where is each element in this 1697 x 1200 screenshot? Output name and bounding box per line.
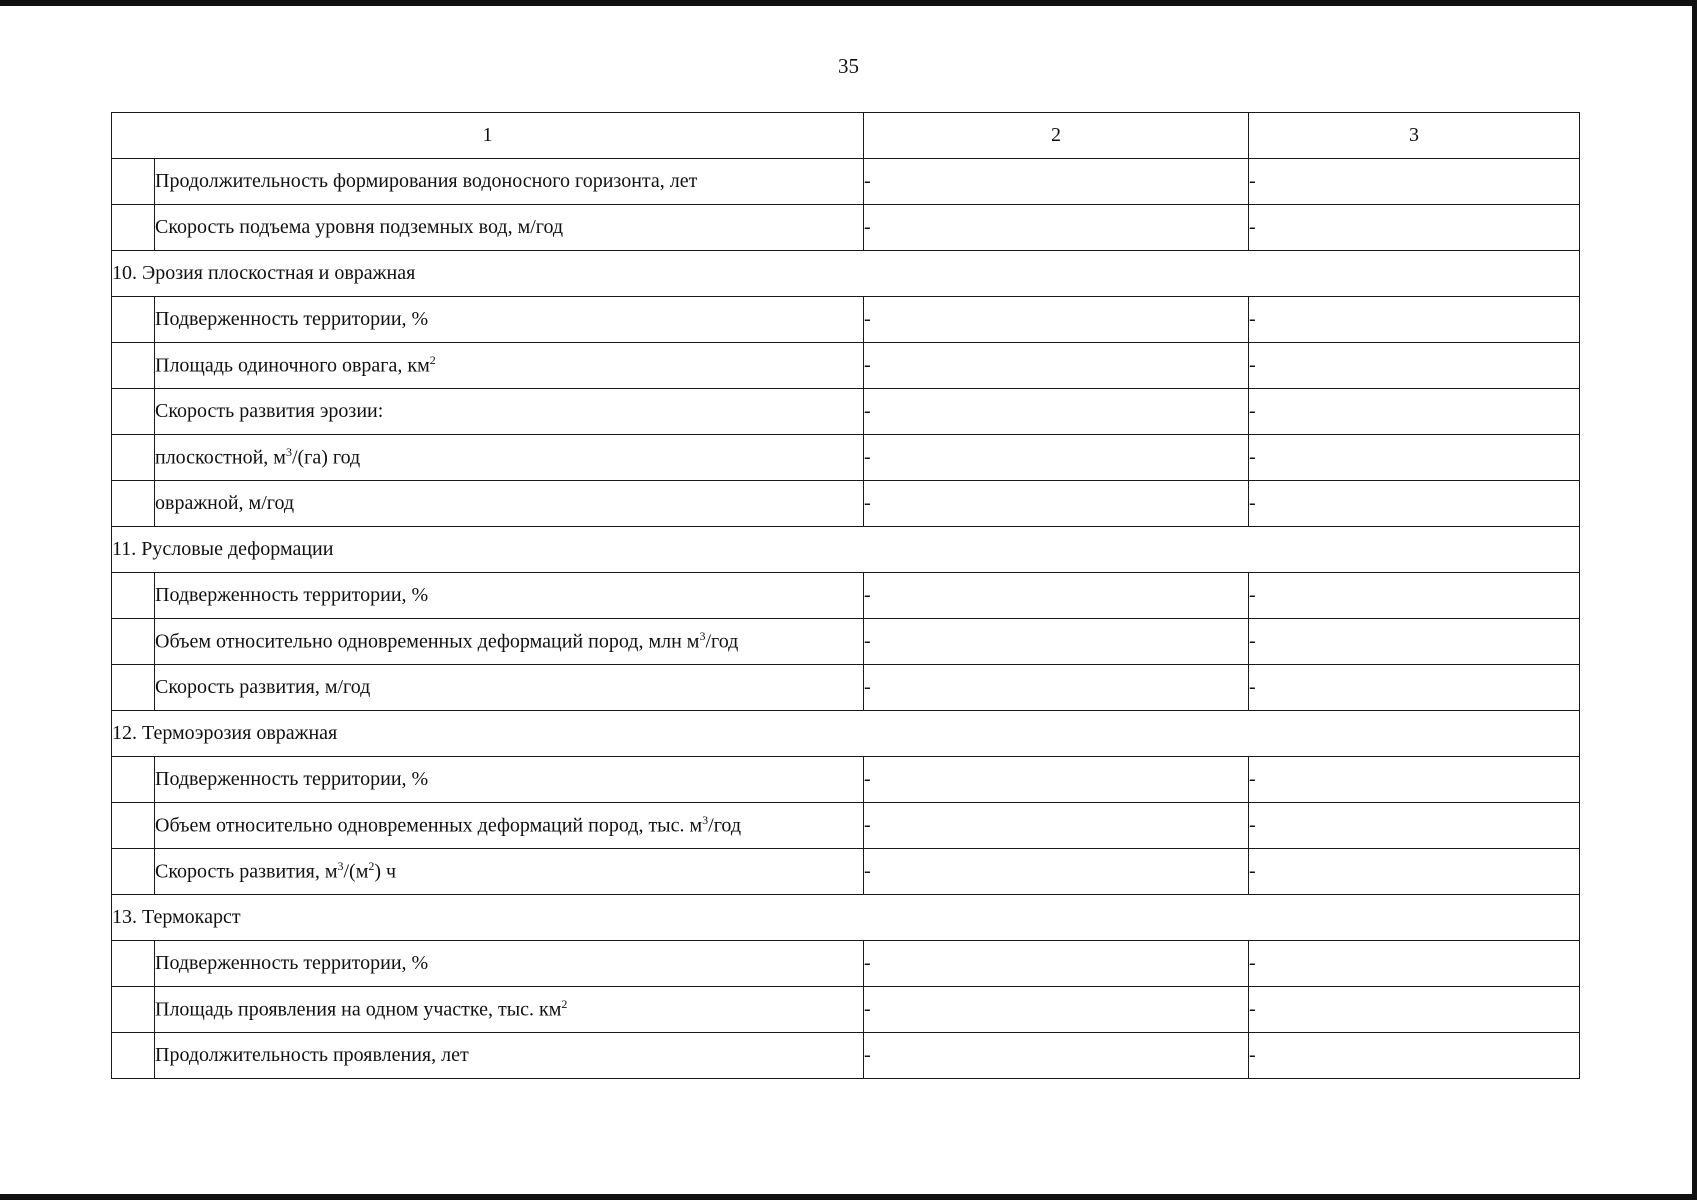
- indent-cell: [112, 481, 155, 527]
- parameter-label: плоскостной, м: [155, 446, 286, 469]
- parameter-superscript: 3: [699, 629, 706, 644]
- indent-cell: [112, 435, 155, 481]
- parameter-label: Скорость развития, м/год: [155, 676, 371, 698]
- parameter-cell: [155, 757, 864, 803]
- value-cell-col3: -: [1249, 849, 1580, 895]
- table-row: [112, 297, 1580, 343]
- parameter-label: Скорость подъема уровня подземных вод, м/год: [155, 216, 564, 238]
- value-cell-col3: -: [1249, 297, 1580, 343]
- table-row: [112, 481, 1580, 527]
- value-cell-col2: -: [864, 987, 1249, 1033]
- parameter-cell: [155, 1033, 864, 1079]
- indent-cell: [112, 619, 155, 665]
- indent-cell: [112, 849, 155, 895]
- value-cell-col3: -: [1249, 205, 1580, 251]
- value-cell-col2: -: [864, 389, 1249, 435]
- parameter-cell: [155, 849, 864, 895]
- value-cell-col3: -: [1249, 757, 1580, 803]
- parameter-superscript: 3: [285, 445, 292, 460]
- indent-cell: [112, 205, 155, 251]
- parameter-cell: [155, 343, 864, 389]
- parameter-label: Площадь одиночного оврага, км: [155, 354, 430, 377]
- indent-cell: [112, 1033, 155, 1079]
- table-row: [112, 343, 1580, 389]
- section-title: 13. Термокарст: [112, 895, 1580, 941]
- parameter-cell: [155, 987, 864, 1033]
- parameter-superscript: 3: [337, 859, 344, 874]
- parameter-label: Объем относительно одновременных деформаций пород, тыс. м: [155, 814, 703, 837]
- column-header-1: 1: [112, 113, 864, 159]
- value-cell-col2: -: [864, 159, 1249, 205]
- parameter-label: Скорость развития, м: [155, 860, 338, 883]
- parameter-label: Продолжительность формирования водоносного горизонта, лет: [155, 170, 698, 192]
- scan-border-right: [1692, 0, 1697, 1200]
- indent-cell: [112, 665, 155, 711]
- parameter-cell: [155, 481, 864, 527]
- table-row: [112, 1033, 1580, 1079]
- parameter-label: /(м: [343, 860, 369, 883]
- page-number: 35: [838, 54, 859, 78]
- value-cell-col2: -: [864, 665, 1249, 711]
- table-row: [112, 573, 1580, 619]
- value-cell-col3: -: [1249, 803, 1580, 849]
- table-row: [112, 665, 1580, 711]
- value-cell-col2: -: [864, 481, 1249, 527]
- value-cell-col3: -: [1249, 481, 1580, 527]
- table-row: [112, 159, 1580, 205]
- parameter-label: /год: [705, 630, 739, 653]
- parameter-cell: [155, 205, 864, 251]
- parameter-cell: [155, 297, 864, 343]
- table-row: [112, 205, 1580, 251]
- value-cell-col3: -: [1249, 435, 1580, 481]
- indent-cell: [112, 573, 155, 619]
- section-title: 11. Русловые деформации: [112, 527, 1580, 573]
- parameter-label: Продолжительность проявления, лет: [155, 1044, 469, 1066]
- column-header-2: 2: [864, 113, 1249, 159]
- parameter-label: Подверженность территории, %: [155, 768, 429, 790]
- value-cell-col3: -: [1249, 941, 1580, 987]
- indent-cell: [112, 803, 155, 849]
- indent-cell: [112, 941, 155, 987]
- parameter-label: Площадь проявления на одном участке, тыс. км: [155, 998, 562, 1021]
- indent-cell: [112, 757, 155, 803]
- parameter-label: ) ч: [374, 860, 397, 883]
- section-title: 12. Термоэрозия овражная: [112, 711, 1580, 757]
- parameter-label: /год: [708, 814, 742, 837]
- table-header-row: [112, 113, 1580, 159]
- table-body: [112, 113, 1580, 1079]
- parameter-label: Скорость развития эрозии:: [155, 400, 384, 422]
- parameter-superscript: 2: [368, 859, 375, 874]
- value-cell-col3: -: [1249, 573, 1580, 619]
- parameter-label: Подверженность территории, %: [155, 308, 429, 330]
- parameter-cell: [155, 435, 864, 481]
- column-header-3: 3: [1249, 113, 1580, 159]
- value-cell-col3: -: [1249, 619, 1580, 665]
- indent-cell: [112, 389, 155, 435]
- parameter-cell: [155, 665, 864, 711]
- table-row: [112, 987, 1580, 1033]
- value-cell-col3: -: [1249, 389, 1580, 435]
- indent-cell: [112, 159, 155, 205]
- indent-cell: [112, 297, 155, 343]
- value-cell-col2: -: [864, 619, 1249, 665]
- section-row: [112, 251, 1580, 297]
- value-cell-col2: -: [864, 205, 1249, 251]
- indent-cell: [112, 343, 155, 389]
- value-cell-col2: -: [864, 343, 1249, 389]
- parameter-superscript: 2: [429, 353, 436, 368]
- parameter-cell: [155, 389, 864, 435]
- table-row: [112, 757, 1580, 803]
- parameter-superscript: 2: [561, 997, 568, 1012]
- section-row: [112, 711, 1580, 757]
- value-cell-col3: -: [1249, 159, 1580, 205]
- value-cell-col3: -: [1249, 987, 1580, 1033]
- parameter-label: овражной, м/год: [155, 492, 295, 514]
- section-row: [112, 895, 1580, 941]
- parameter-cell: [155, 941, 864, 987]
- table-row: [112, 435, 1580, 481]
- table-row: [112, 941, 1580, 987]
- scan-border-bottom: [0, 1194, 1697, 1200]
- parameter-superscript: 3: [702, 813, 709, 828]
- value-cell-col3: -: [1249, 343, 1580, 389]
- value-cell-col2: -: [864, 1033, 1249, 1079]
- section-title: 10. Эрозия плоскостная и овражная: [112, 251, 1580, 297]
- value-cell-col3: -: [1249, 1033, 1580, 1079]
- section-row: [112, 527, 1580, 573]
- parameter-label: Объем относительно одновременных деформаций пород, млн м: [155, 630, 700, 653]
- table-row: [112, 619, 1580, 665]
- parameter-label: Подверженность территории, %: [155, 584, 429, 606]
- parameter-label: /(га) год: [291, 446, 361, 469]
- table-row: [112, 849, 1580, 895]
- indent-cell: [112, 987, 155, 1033]
- table-row: [112, 803, 1580, 849]
- value-cell-col2: -: [864, 757, 1249, 803]
- value-cell-col2: -: [864, 435, 1249, 481]
- parameter-label: Подверженность территории, %: [155, 952, 429, 974]
- table-row: [112, 389, 1580, 435]
- parameter-cell: [155, 159, 864, 205]
- parameter-cell: [155, 803, 864, 849]
- value-cell-col3: -: [1249, 665, 1580, 711]
- parameter-cell: [155, 619, 864, 665]
- value-cell-col2: -: [864, 941, 1249, 987]
- value-cell-col2: -: [864, 573, 1249, 619]
- scan-border-top: [0, 0, 1697, 6]
- value-cell-col2: -: [864, 297, 1249, 343]
- parameter-cell: [155, 573, 864, 619]
- data-table: [111, 112, 1580, 1079]
- value-cell-col2: -: [864, 803, 1249, 849]
- value-cell-col2: -: [864, 849, 1249, 895]
